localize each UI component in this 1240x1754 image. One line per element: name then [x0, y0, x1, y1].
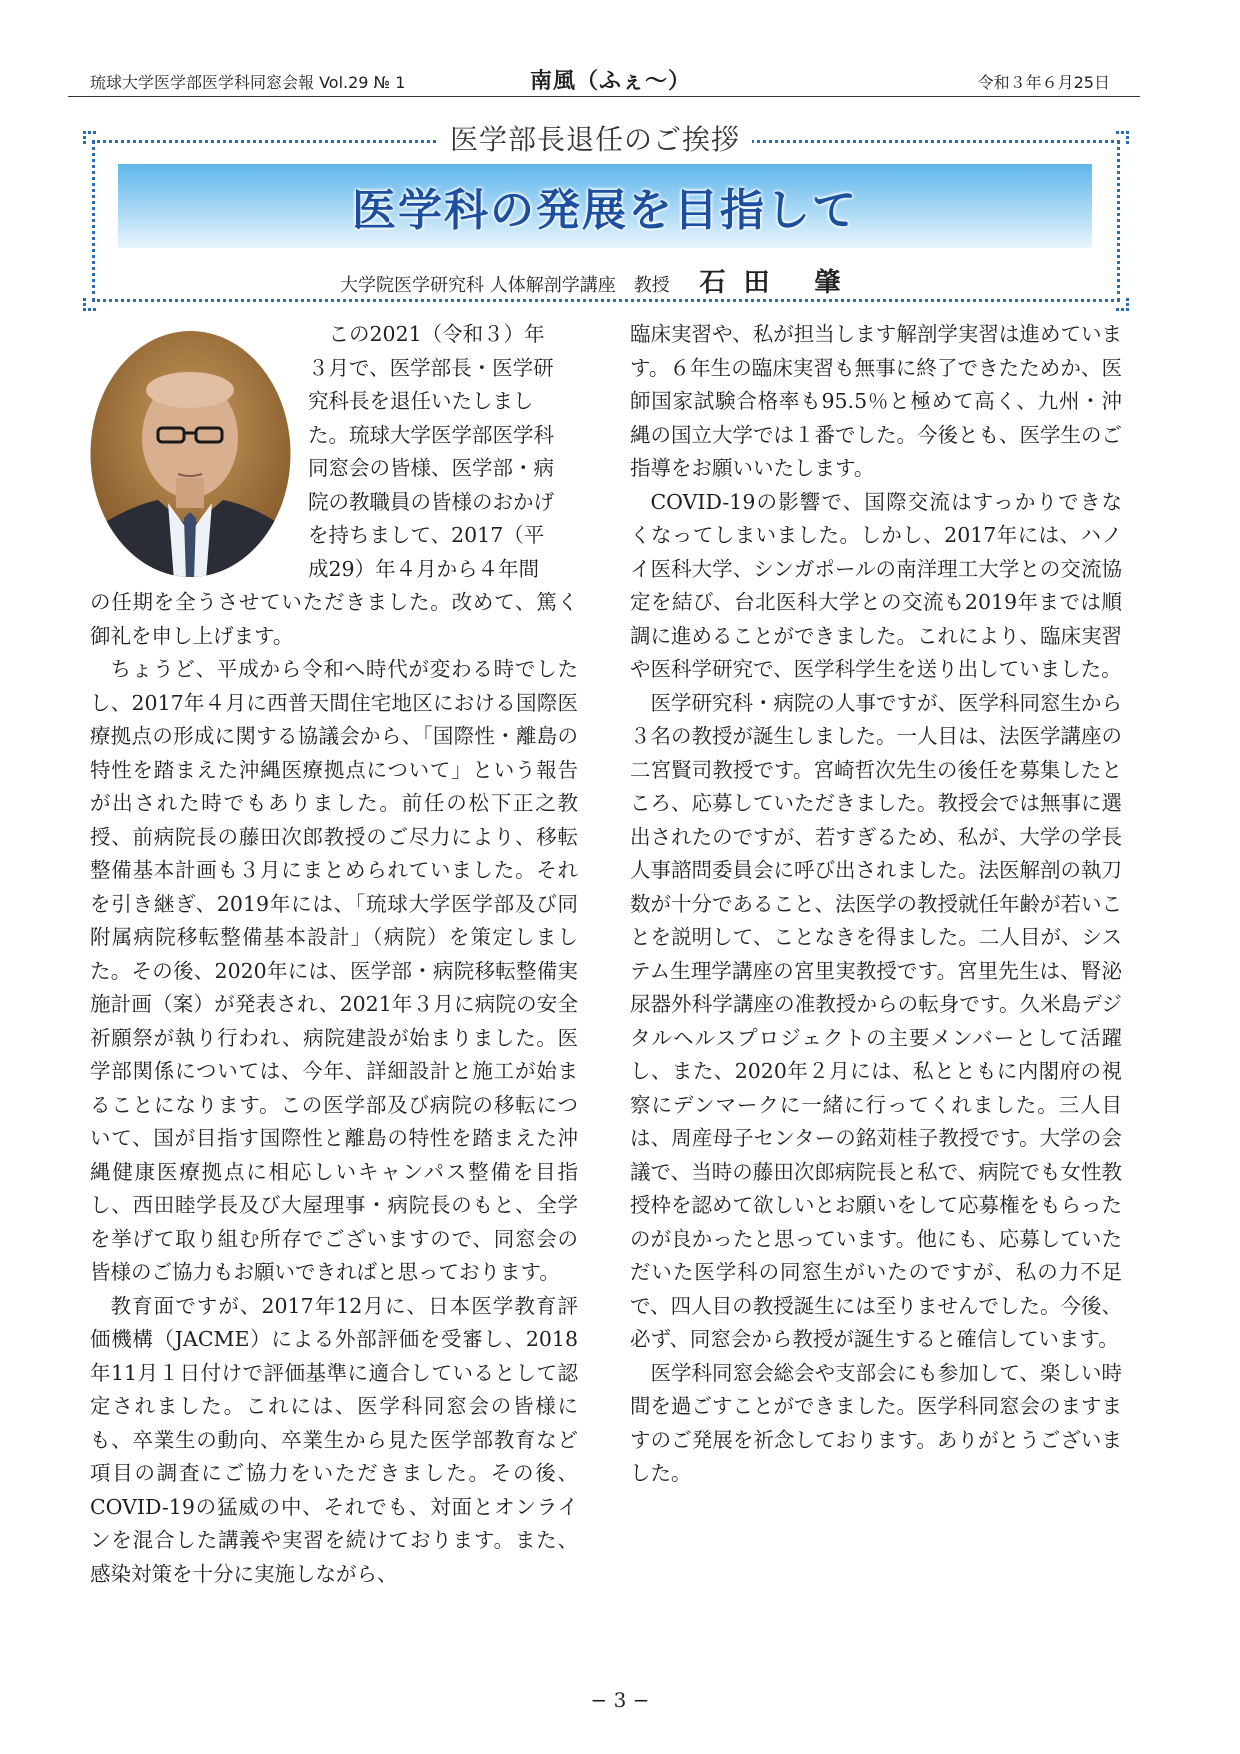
header-divider: [68, 96, 1140, 97]
text-line: を持ちまして、2017（平: [308, 523, 545, 547]
text-line: 同窓会の皆様、医学部・病: [308, 456, 554, 480]
frame-corner: [1116, 298, 1129, 311]
text-line: 究科長を退任いたしまし: [308, 389, 534, 413]
page-number: − 3 −: [590, 1688, 650, 1712]
text-line: 院の教職員の皆様のおかげ: [308, 489, 554, 514]
frame-corner: [83, 298, 96, 311]
article-title: 医学科の発展を目指して: [352, 185, 858, 236]
paragraph: ちょうど、平成から令和へ時代が変わる時でしたし、2017年４月に西普天間住宅地区における国際医療拠点の形成に関する協議会から、「国際性・離島の特性を踏まえた沖縄医療拠点について」という報告が出された時でもありました。前任の松下正之教授、前病院長の藤田次郎教授のご尽力により、移転整備基本計画も３月にまとめられていました。それを引き継ぎ、2019年には、「琉球大学医学部及び同附属病院移転整備基本設計」（病院）を策定しました。その後、2020年には、医学部・病院移転整備実施計画（案）が発表され、2021年３月に病院の安全祈願祭が執り行われ、病院建設が始まりました。医学部関係については、今年、詳細設計と施工が始まることになります。この医学部及び病院の移転について、国が目指す国際性と離島の特性を踏まえた沖縄健康医療拠点に相応しいキャンパス整備を目指し、西田睦学長及び大屋理事・病院長のもと、全学を挙げて取り組む所存でございますので、同窓会の皆様のご協力もお願いできればと思っております。: [90, 657, 578, 1284]
frame-corner: [83, 131, 96, 144]
author-portrait: [88, 328, 293, 580]
issue-date: 令和３年６月25日: [977, 73, 1110, 92]
text-line: た。琉球大学医学部医学科: [308, 422, 554, 447]
author-name: 石田 肇: [699, 268, 859, 298]
text-line: 成29）年４月から４年間: [308, 556, 540, 581]
frame-corner: [1116, 131, 1129, 144]
paragraph: COVID-19の影響で、国際交流はすっかりできなくなってしまいました。しかし、2017年には、ハノイ医科大学、シンガポールの南洋理工大学との交流協定を結び、台北医科大学との交流も2019年までは順調に進めることができました。これにより、臨床実習や医科学研究で、医学科学生を送り出していました。: [630, 489, 1122, 681]
text-line: ３月で、医学部長・医学研: [308, 355, 554, 380]
text-column-left: [90, 586, 578, 1591]
author-department: 大学院医学研究科 人体解剖学講座 教授: [340, 275, 670, 296]
newsletter-title: 南風（ふぇ〜）: [530, 68, 692, 94]
text-column-wrap: [308, 318, 578, 586]
paragraph: 医学科同窓会総会や支部会にも参加して、楽しい時間を過ごすことができました。医学科同窓会のますますのご発展を祈念しております。ありがとうございました。: [630, 1360, 1122, 1485]
text-line: この2021（令和３）年: [328, 322, 545, 346]
title-band: [118, 164, 1092, 248]
text-column-right: [630, 318, 1122, 1491]
paragraph: の任期を全うさせていただきました。改めて、篤く御礼を申し上げます。: [90, 590, 578, 648]
byline: [340, 262, 859, 299]
publication-name: 琉球大学医学部医学科同窓会報 Vol.29 № 1: [90, 73, 406, 92]
paragraph: 臨床実習や、私が担当します解剖学実習は進めています。６年生の臨床実習も無事に終了できたためか、医師国家試験合格率も95.5％と極めて高く、九州・沖縄の国立大学では１番でした。今後とも、医学生のご指導をお願いいたします。: [630, 322, 1122, 480]
paragraph: 教育面ですが、2017年12月に、日本医学教育評価機構（JACME）による外部評価を受審し、2018年11月１日付けで評価基準に適合しているとして認定されました。これには、医学科同窓会の皆様にも、卒業生の動向、卒業生から見た医学部教育など項目の調査にご協力をいただきました。その後、COVID-19の猛威の中、それでも、対面とオンラインを混合した講義や実習を続けております。また、感染対策を十分に実施しながら、: [90, 1293, 578, 1586]
section-label: 医学部長退任のご挨拶: [438, 118, 752, 158]
paragraph: 医学研究科・病院の人事ですが、医学科同窓生から３名の教授が誕生しました。一人目は、法医学講座の二宮賢司教授です。宮崎哲次先生の後任を募集したところ、応募していただきました。教授会では無事に選出されたのですが、若すぎるため、私が、大学の学長人事諮問委員会に呼び出されました。法医解剖の執刀数が十分であること、法医学の教授就任年齢が若いことを説明して、ことなきを得ました。二人目が、システム生理学講座の宮里実教授です。宮里先生は、腎泌尿器外科学講座の准教授からの転身です。久米島デジタルヘルスプロジェクトの主要メンバーとして活躍し、また、2020年２月には、私とともに内閣府の視察にデンマークに一緒に行ってくれました。三人目は、周産母子センターの銘苅桂子教授です。大学の会議で、当時の藤田次郎病院長と私で、病院でも女性教授枠を認めて欲しいとお願いをして応募権をもらったのが良かったと思っています。他にも、応募していただいた医学科の同窓生がいたのですが、私の力不足で、四人目の教授誕生には至りませんでした。今後、必ず、同窓会から教授が誕生すると確信しています。: [630, 690, 1122, 1351]
